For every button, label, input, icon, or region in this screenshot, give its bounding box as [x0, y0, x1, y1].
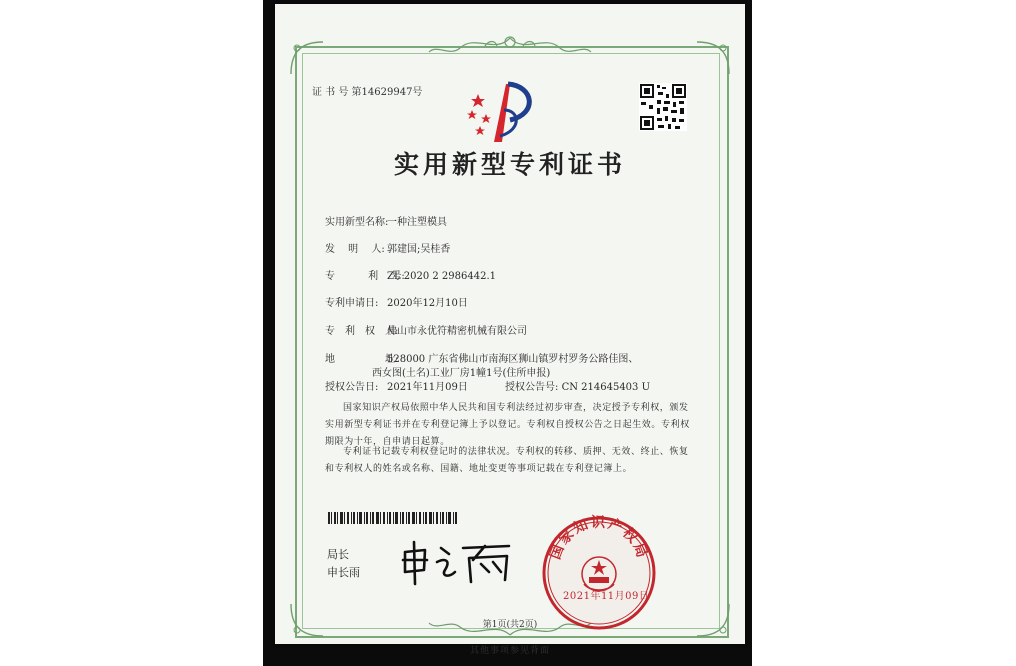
- certificate-sheet: [275, 4, 745, 644]
- field-label: 授权公告号:: [505, 382, 559, 393]
- field-value: 528000 广东省佛山市南海区狮山镇罗村罗务公路佳图、: [387, 354, 639, 365]
- field-label: 发 明 人:: [325, 244, 385, 255]
- field-utility-model-name: [325, 213, 447, 228]
- field-value: 郭建国;吴桂香: [387, 244, 451, 255]
- svg-text:国家知识产权局: 国家知识产权局: [547, 515, 651, 562]
- footer-note: 其他事项参见背面: [469, 646, 550, 656]
- director-title: 局长: [327, 548, 349, 561]
- field-value: CN 214645403 U: [561, 382, 651, 393]
- paragraph-grant-statement: 国家知识产权局依照中华人民共和国专利法经过初步审查，决定授予专利权，颁发实用新型专利证书并在专利登记簿上予以登记。专利权自授权公告之日起生效。专利权期限为十年，自申请日起算。: [325, 403, 690, 447]
- field-patentee: [325, 322, 527, 337]
- top-ornament-icon: [425, 32, 595, 62]
- field-grant-date: [325, 378, 468, 393]
- barcode-icon: [328, 509, 458, 521]
- field-label: 实用新型名称:: [325, 217, 389, 228]
- field-grant-number: [505, 378, 650, 393]
- qr-code-icon: [639, 83, 687, 131]
- address-line-2: 西女图(土名)工业厂房1幢1号(住所申报): [372, 368, 551, 379]
- field-patent-number: [325, 267, 496, 282]
- field-label: 授权公告日:: [325, 382, 379, 393]
- field-value: 一种注塑模具: [387, 217, 447, 228]
- field-value: 佛山市永优符精密机械有限公司: [387, 326, 527, 337]
- director-name: 申长雨: [327, 566, 360, 579]
- page-number: 第1页(共2页): [482, 620, 538, 630]
- paragraph-legal-status: 专利证书记载专利权登记时的法律状况。专利权的转移、质押、无效、终止、恢复和专利权人的姓名或名称、国籍、地址变更等事项记载在专利登记簿上。: [325, 447, 689, 474]
- field-label: 专 利 号:: [325, 271, 405, 282]
- field-application-date: [325, 294, 468, 309]
- corner-ornament-icon: [287, 38, 327, 78]
- field-label: 专利申请日:: [325, 298, 379, 309]
- field-label: 专 利 权 人:: [325, 326, 399, 337]
- certificate-number: 证 书 号 第14629947号: [312, 87, 423, 98]
- certificate-title: 实用新型专利证书: [393, 150, 626, 179]
- seal-date: 2021年11月09日: [563, 591, 650, 602]
- field-value: 2020年12月10日: [387, 298, 468, 309]
- official-seal-icon: [540, 514, 658, 632]
- field-address: [325, 350, 638, 365]
- field-value: ZL 2020 2 2986442.1: [387, 271, 497, 282]
- patent-office-logo-icon: [464, 80, 540, 144]
- corner-ornament-icon: [693, 38, 733, 78]
- signature-icon: [397, 538, 517, 588]
- field-label: 地 址:: [325, 354, 399, 365]
- field-value: 2021年11月09日: [387, 382, 468, 393]
- field-inventors: [325, 240, 450, 255]
